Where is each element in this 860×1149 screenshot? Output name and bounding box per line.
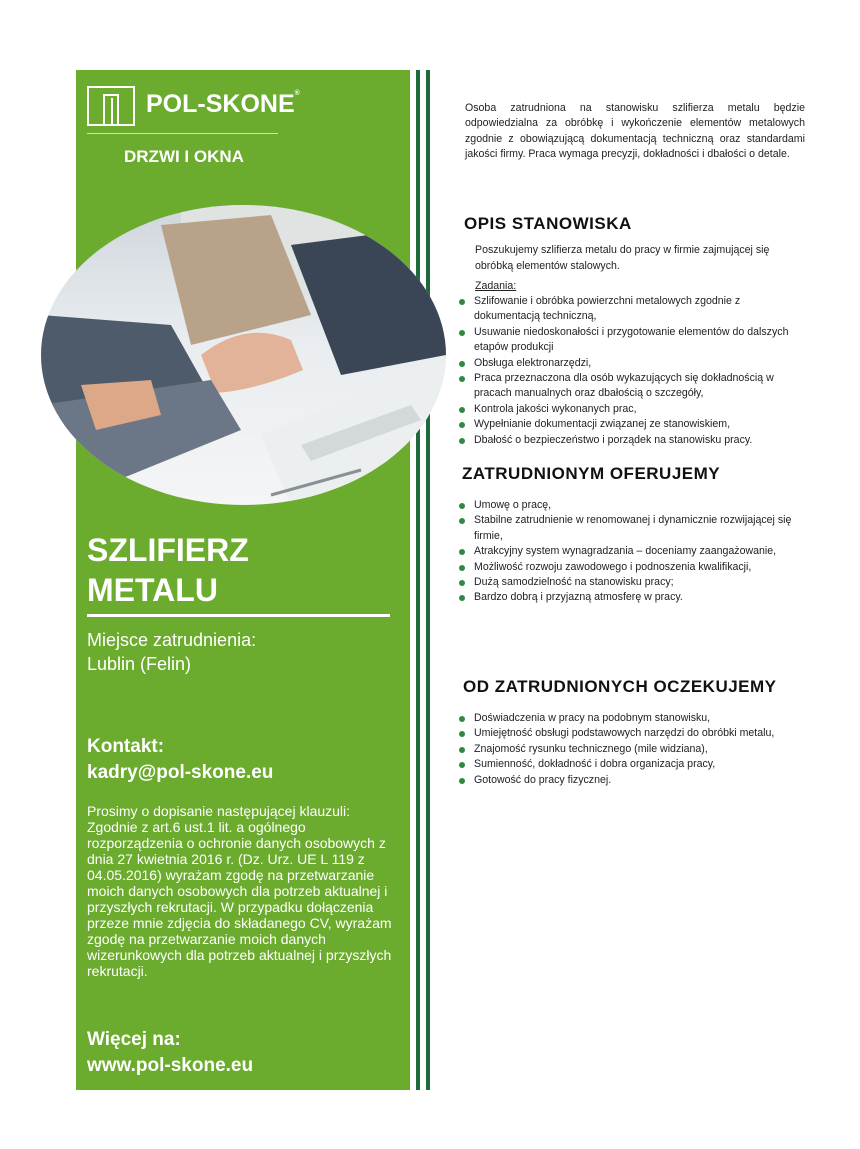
contact-email[interactable]: kadry@pol-skone.eu <box>87 762 274 783</box>
location-value: Lublin (Felin) <box>87 654 192 674</box>
list-item: Szlifowanie i obróbka powierzchni metalowych zgodnie z dokumentacją techniczną, <box>457 294 802 325</box>
list-item: Umowę o pracę, <box>457 498 802 513</box>
more-info <box>87 1027 253 1079</box>
handshake-photo <box>41 205 446 505</box>
list-item: Możliwość rozwoju zawodowego i podnoszenia kwalifikacji, <box>457 560 802 575</box>
list-item: Obsługa elektronarzędzi, <box>457 356 802 371</box>
list-item: Doświadczenia w pracy na podobnym stanowisku, <box>457 711 792 726</box>
job-title <box>87 530 249 610</box>
location <box>87 628 256 676</box>
list-item: Usuwanie niedoskonałości i przygotowanie elementów do dalszych etapów produkcji <box>457 325 802 356</box>
list-item: Dużą samodzielność na stanowisku pracy; <box>457 575 802 590</box>
website-link[interactable]: www.pol-skone.eu <box>87 1055 254 1076</box>
list-item: Gotowość do pracy fizycznej. <box>457 773 792 788</box>
contact-label: Kontakt: <box>87 736 165 757</box>
location-label: Miejsce zatrudnienia: <box>87 630 257 650</box>
contact-block <box>87 734 273 786</box>
list-item: Dbałość o bezpieczeństwo i porządek na stanowisku pracy. <box>457 433 802 448</box>
job-title-line2: METALU <box>87 572 218 608</box>
logo-divider <box>87 133 278 134</box>
title-divider <box>87 614 390 617</box>
offers-list <box>457 498 802 606</box>
brand-tagline: DRZWI I OKNA <box>124 147 244 166</box>
vertical-stripe-1 <box>416 70 420 1090</box>
handshake-illustration <box>41 205 446 505</box>
list-item: Znajomość rysunku technicznego (mile widziana), <box>457 742 792 757</box>
more-label: Więcej na: <box>87 1029 181 1050</box>
list-item: Umiejętność obsługi podstawowych narzędzi do obróbki metalu, <box>457 726 792 741</box>
opis-description: Poszukujemy szlifierza metalu do pracy w firmie zajmującej się obróbką elementów stalowych. <box>475 244 770 272</box>
list-item: Kontrola jakości wykonanych prac, <box>457 402 802 417</box>
brand-name: POL-SKONE® <box>146 90 300 118</box>
list-item: Stabilne zatrudnienie w renomowanej i dynamicznie rozwijającej się firmie, <box>457 513 802 544</box>
list-item: Wypełnianie dokumentacji związanej ze stanowiskiem, <box>457 417 802 432</box>
heading-oferujemy: ZATRUDNIONYM OFERUJEMY <box>462 464 721 483</box>
gdpr-clause: Prosimy o dopisanie następującej klauzuli: Zgodnie z art.6 ust.1 lit. a ogólnego rozporządzenia o ochronie danych osobowych z dnia 27 kwietnia 2016 r. (Dz. Urz. UE L 119 z 04.05.2016) wyrażam zgodę na przetwarzanie moich danych osobowych dla potrzeb aktualnej i przyszłych rekrutacji. W przypadku dołączenia przeze mnie zdjęcia do składanego CV, wyrażam zgodę na przetwarzanie moich danych wizerunkowych dla potrzeb aktualnej i przyszłych rekrutacji. <box>87 803 392 979</box>
intro-paragraph: Osoba zatrudniona na stanowisku szlifierza metalu będzie odpowiedzialna za obróbkę i wykończenie elementów metalowych zgodnie z obowiązującą dokumentacją techniczną oraz standardami jakości firmy. Praca wymaga precyzji, dokładności i dbałości o detale. <box>465 102 805 161</box>
requirements-list <box>457 711 792 788</box>
list-item: Bardzo dobrą i przyjazną atmosferę w pracy. <box>457 590 802 605</box>
heading-opis: OPIS STANOWISKA <box>464 214 632 233</box>
door-logo-icon <box>87 86 135 126</box>
list-item: Praca przeznaczona dla osób wykazujących się dokładnością w pracach manualnych oraz dbałością o szczegóły, <box>457 371 802 402</box>
heading-oczekujemy: OD ZATRUDNIONYCH OCZEKUJEMY <box>463 677 777 696</box>
tasks-list <box>457 294 802 448</box>
vertical-stripe-2 <box>426 70 430 1090</box>
list-item: Sumienność, dokładność i dobra organizacja pracy, <box>457 757 792 772</box>
tasks-label: Zadania: <box>475 280 517 292</box>
job-title-line1: SZLIFIERZ <box>87 532 249 568</box>
list-item: Atrakcyjny system wynagradzania – doceniamy zaangażowanie, <box>457 544 802 559</box>
